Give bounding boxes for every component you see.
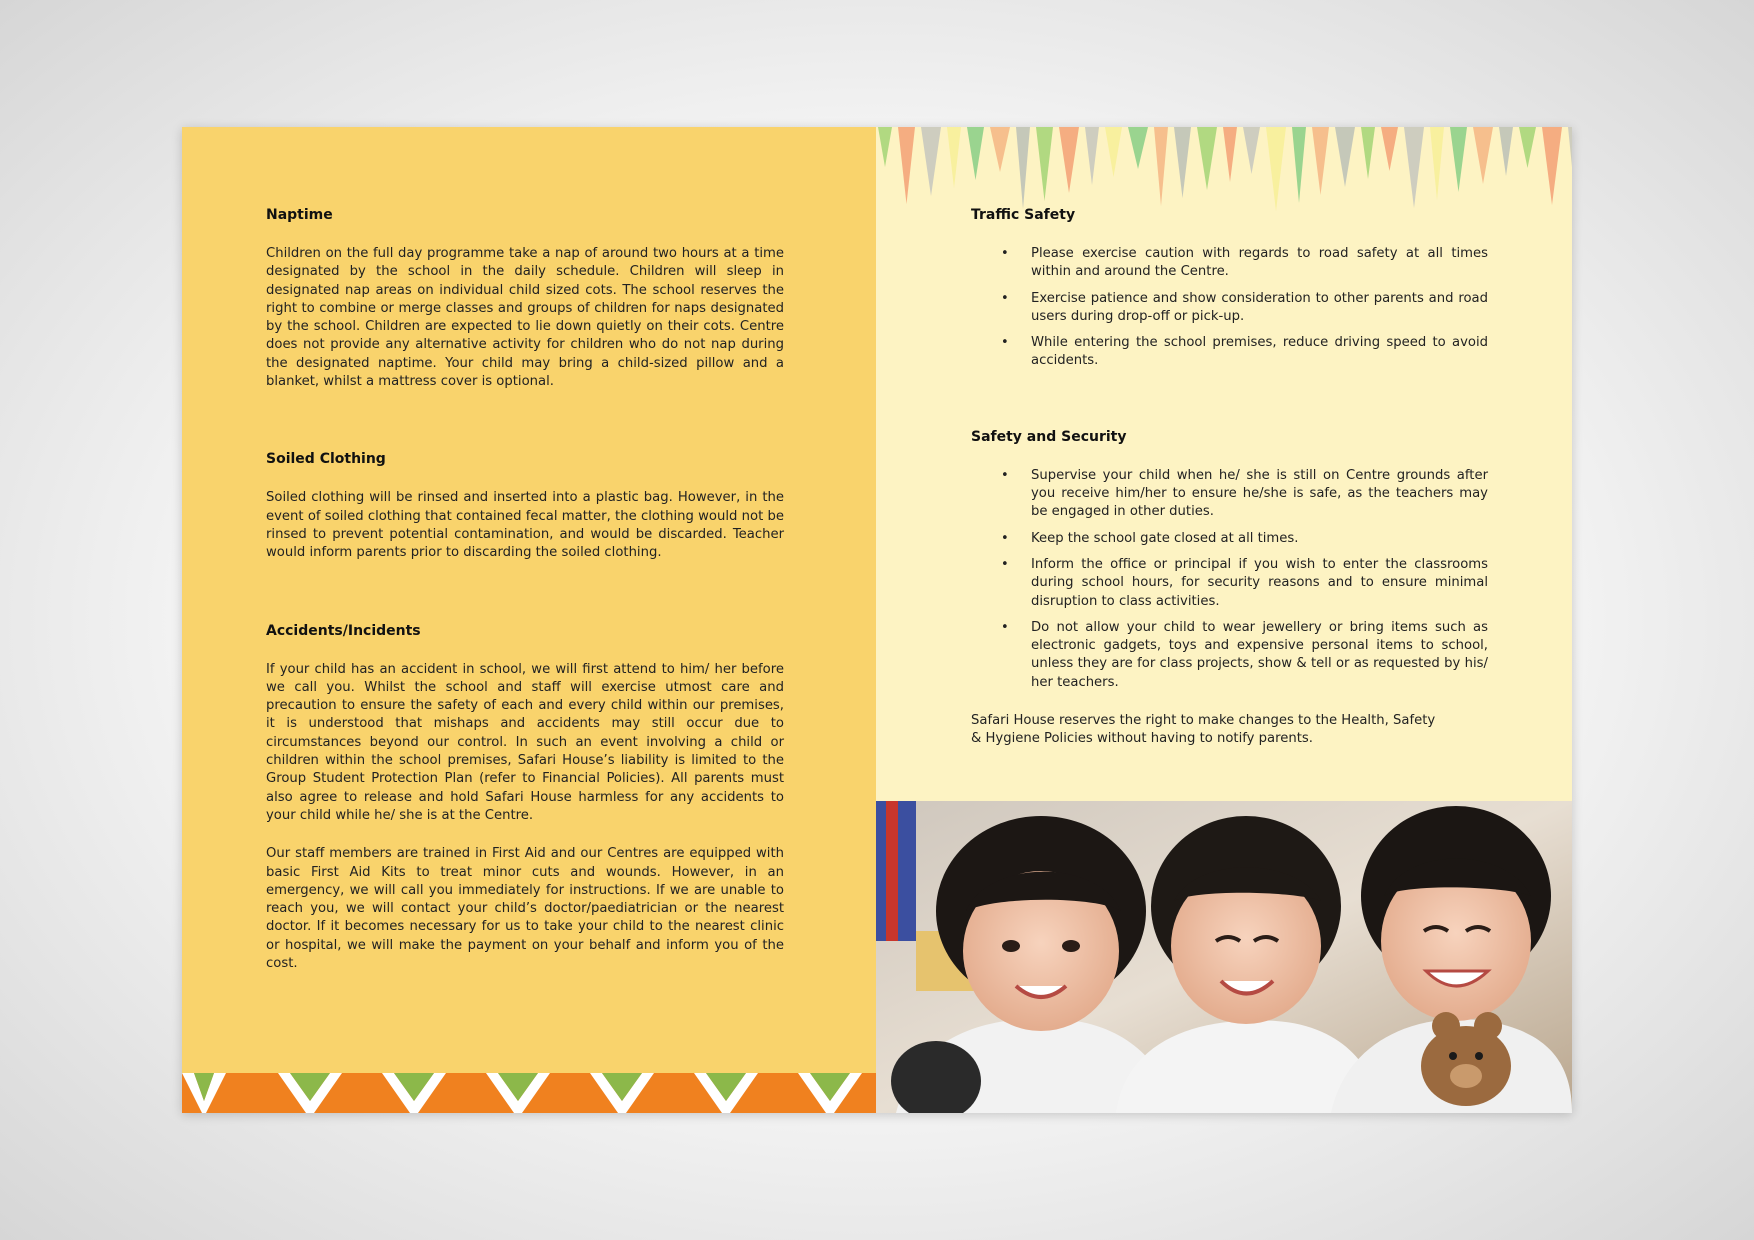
bunting-flag: [1381, 127, 1398, 171]
bunting-flag: [1292, 127, 1306, 203]
bunting-flag: [878, 127, 892, 167]
bunting-flag: [1223, 127, 1237, 182]
left-page: [182, 127, 876, 1113]
safety-security-title: Safety and Security: [971, 428, 1127, 445]
bunting-flag: [898, 127, 915, 204]
bunting-flag: [1542, 127, 1562, 205]
accidents-title: Accidents/Incidents: [266, 622, 421, 639]
right-content: [971, 207, 1488, 761]
accidents-body-2: Our staff members are trained in First Aid and our Centres are equipped with basic First Aid Kits to treat minor cuts and wounds. However, in an emergency, we will call you immediately for instructions. If we are unable to reach you, we will contact your child’s doctor/paediatrician or the nearest doctor. If it becomes necessary for us to take your child to the nearest clinic or hospital, we will make the payment on your behalf and inform you of the cost.: [266, 846, 784, 972]
bullet-icon: •: [1001, 556, 1009, 572]
bunting-flag: [967, 127, 984, 180]
bunting-flag: [1335, 127, 1355, 187]
bunting-flag: [1568, 127, 1572, 197]
bunting-flag: [1085, 127, 1099, 185]
bullet-icon: •: [1001, 619, 1009, 635]
list-item: • Do not allow your child to wear jewellery or bring items such as electronic gadgets, toys and expensive personal items to school, unless they are for class projects, show & tell or as requested by his/ her teachers.: [1001, 619, 1488, 690]
bunting-flag: [1016, 127, 1030, 209]
bunting-flag: [1361, 127, 1375, 179]
soiled-clothing-body: Soiled clothing will be rinsed and inserted into a plastic bag. However, in the event of soiled clothing that contained fecal matter, the clothing would not be rinsed to prevent potential contamination, and would be discarded. Teacher would inform parents prior to discarding the soiled clothing.: [266, 490, 784, 561]
bunting-flag: [1243, 127, 1260, 174]
list-item: • While entering the school premises, reduce driving speed to avoid accidents.: [1001, 335, 1488, 369]
bunting-flag: [1473, 127, 1493, 184]
bunting-flag: [1266, 127, 1286, 211]
bunting-flag: [1450, 127, 1467, 192]
bunting-flag: [1430, 127, 1444, 200]
bullet-icon: •: [1001, 335, 1009, 351]
soiled-clothing-title: Soiled Clothing: [266, 451, 386, 468]
list-item: • Exercise patience and show consideration to other parents and road users during drop-off or pick-up.: [1001, 290, 1488, 324]
bunting-decoration: [876, 127, 1572, 217]
list-item: • Supervise your child when he/ she is still on Centre grounds after you receive him/her to ensure he/she is safe, as the teachers may be engaged in other duties.: [1001, 467, 1488, 520]
traffic-safety-title: Traffic Safety: [971, 207, 1076, 223]
bunting-flag: [1036, 127, 1053, 201]
bullet-icon: •: [1001, 290, 1009, 306]
traffic-safety-list: [971, 245, 1488, 371]
list-item: • Keep the school gate closed at all times.: [971, 530, 1488, 548]
bullet-icon: •: [1001, 246, 1009, 261]
children-photo: [876, 801, 1572, 1113]
closing-note: Safari House reserves the right to make changes to the Health, Safety & Hygiene Policies without having to notify parents.: [971, 713, 1436, 747]
bunting-flag: [1499, 127, 1513, 176]
naptime-title: Naptime: [266, 207, 333, 223]
bunting-flag: [1105, 127, 1122, 177]
bunting-flag: [1404, 127, 1424, 208]
left-content: [266, 207, 784, 973]
bunting-flag: [1154, 127, 1168, 206]
bunting-flag: [1174, 127, 1191, 198]
safety-security-list: [971, 467, 1488, 692]
bunting-flag: [990, 127, 1010, 172]
list-item: • Inform the office or principal if you wish to enter the classrooms during school hours, for security reasons and to ensure minimal disruption to class activities.: [1001, 556, 1488, 609]
bunting-flag: [1128, 127, 1148, 169]
bullet-icon: •: [1001, 467, 1009, 483]
bunting-flag: [921, 127, 941, 196]
zigzag-footer-strip: [182, 1073, 876, 1113]
brochure-spread: [182, 127, 1572, 1113]
bunting-flag: [1519, 127, 1536, 168]
bullet-icon: •: [1001, 530, 1009, 546]
bunting-flag: [947, 127, 961, 188]
list-item: • Please exercise caution with regards to road safety at all times within and around the Centre.: [1001, 246, 1488, 280]
right-page: [876, 127, 1572, 1113]
bunting-flag: [1059, 127, 1079, 193]
bunting-flag: [1312, 127, 1329, 195]
accidents-body-1: If your child has an accident in school, we will first attend to him/ her before we call you. Whilst the school and staff will exercise utmost care and precaution to ensure the safety of each and every child within our premises, it is understood that mishaps and accidents may still occur due to circumstances beyond our control. In such an event involving a child or children within the school premises, Safari House’s liability is limited to the Group Student Protection Plan (refer to Financial Policies). All parents must also agree to release and hold Safari House harmless for any accidents to your child while he/ she is at the Centre.: [266, 661, 784, 823]
bunting-flag: [1197, 127, 1217, 190]
naptime-body: Children on the full day programme take a nap of around two hours at a time designated by the school in the daily schedule. Children will sleep in designated nap areas on individual child sized cots. The school reserves the right to combine or merge classes and groups of children for naps designated by the school. Children are expected to lie down quietly on their cots. Centre does not provide any alternative activity for children who do not nap during the designated naptime. Your child may bring a child-sized pillow and a blanket, whilst a mattress cover is optional.: [266, 246, 784, 390]
